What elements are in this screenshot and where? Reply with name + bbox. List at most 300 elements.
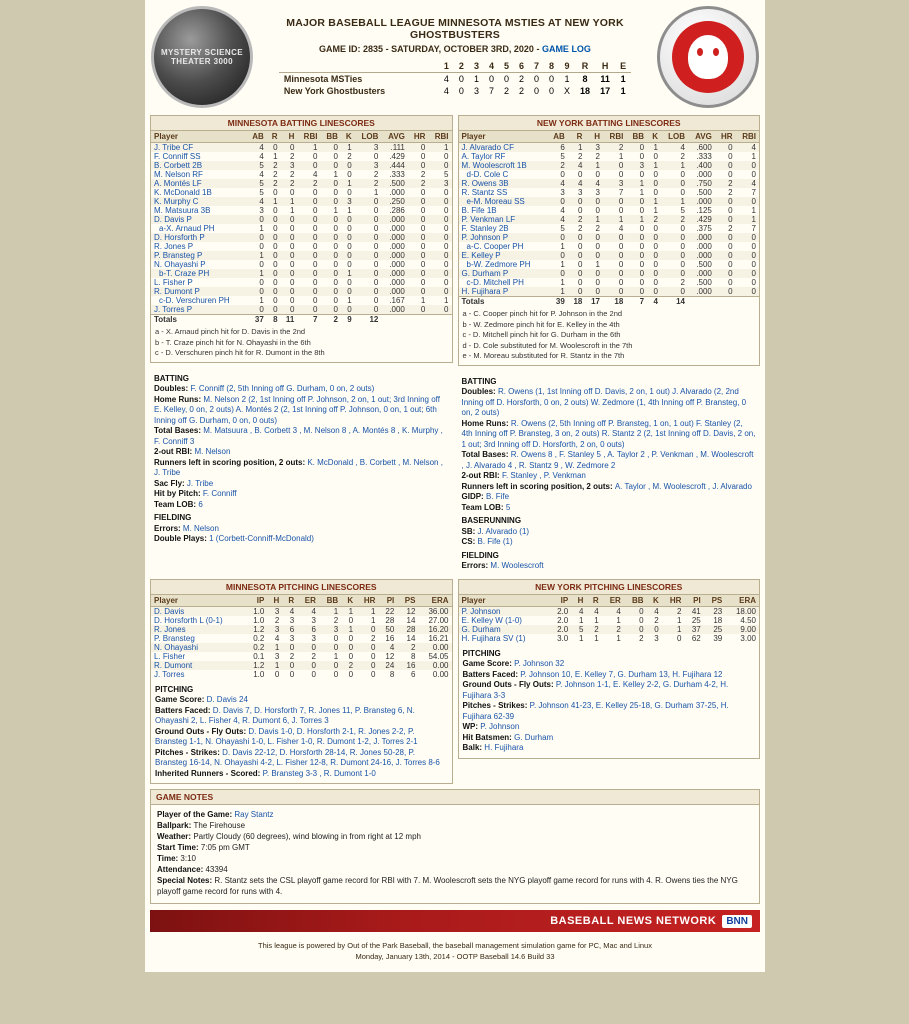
player-name[interactable]: P. Bransteg <box>154 633 195 643</box>
player-name[interactable]: R. Jones P <box>154 242 194 251</box>
player-name[interactable]: M. Nelson RF <box>154 170 203 179</box>
stat-cell: 0.2 <box>253 633 265 643</box>
stat-cell: 0 <box>267 305 281 315</box>
stat-cell: 0 <box>680 260 685 269</box>
stat-cell: 2 <box>639 633 644 643</box>
stat-cell: 2 <box>373 170 379 179</box>
stat-cell: 0 <box>618 278 624 287</box>
inning-runs: 0 <box>454 73 469 86</box>
section-heading: PITCHING <box>462 648 501 658</box>
stat-cell: 0 <box>313 206 318 215</box>
column-header: HR <box>356 595 378 607</box>
stat-cell: 37 <box>684 625 703 634</box>
stat-cell: 1 <box>267 197 281 206</box>
player-name[interactable]: E. Kelley P <box>459 251 548 260</box>
table-row <box>459 152 760 161</box>
detail-line: CS: B. Fife (1) <box>461 537 513 546</box>
stat-cell: 0 <box>626 251 647 260</box>
stat-cell: 1 <box>259 224 264 233</box>
stat-cell: 1 <box>281 197 298 206</box>
stat-cell: 0 <box>715 251 736 260</box>
column-header: BB <box>624 595 647 607</box>
bnn-title: BASEBALL NEWS NETWORK <box>550 915 717 927</box>
stat-cell: 2 <box>680 278 685 287</box>
minnesota-substitution-notes <box>151 324 452 362</box>
stat-cell: 0 <box>428 161 451 170</box>
inning-header: 4 <box>488 61 494 71</box>
page-title: MAJOR BASEBALL LEAGUE MINNESOTA MSTIES AT NEW YORK GHOSTBUSTERS <box>286 17 624 41</box>
table-row <box>459 625 760 634</box>
stat-cell: 0 <box>728 206 733 215</box>
stat-cell: 1 <box>246 251 266 260</box>
inning-runs: 0 <box>534 86 540 96</box>
table-row <box>459 197 760 206</box>
stat-cell: .000 <box>381 305 408 315</box>
total-hits: 17 <box>600 86 611 96</box>
stat-cell: 0 <box>297 287 320 296</box>
stat-cell: 0 <box>626 197 647 206</box>
player-name[interactable]: L. Fisher P <box>154 278 193 287</box>
table-row <box>151 215 452 224</box>
stat-cell: 0 <box>313 260 318 269</box>
table-row <box>459 287 760 297</box>
stat-cell: 1 <box>585 215 603 224</box>
column-header: K <box>647 131 661 143</box>
player-name[interactable]: M. Woolescroft 1B <box>459 161 548 170</box>
stat-cell: 3 <box>355 143 382 153</box>
stat-cell: 1 <box>259 296 264 305</box>
stat-cell: 5 <box>571 625 586 634</box>
totals-cell <box>736 297 759 307</box>
inning-runs: 2 <box>503 86 509 96</box>
minnesota-pitching-table <box>151 595 452 679</box>
inning-runs: 0 <box>529 73 544 86</box>
player-name[interactable]: c-D. Verschuren PH <box>159 296 230 305</box>
stat-cell: 1 <box>626 215 647 224</box>
table-row <box>459 161 760 170</box>
inning-runs: 0 <box>549 86 555 96</box>
table-row <box>151 170 452 179</box>
stat-cell: 0 <box>373 260 379 269</box>
header-center <box>253 17 657 97</box>
game-log-link[interactable]: GAME LOG <box>541 44 591 54</box>
stat-cell: 1 <box>560 242 565 251</box>
stat-cell: 2 <box>289 170 295 179</box>
minnesota-batting-detail <box>150 368 453 549</box>
stat-cell: 0 <box>320 233 340 242</box>
table-row <box>151 305 452 315</box>
player-name[interactable]: G. Durham <box>459 625 550 634</box>
player-name[interactable]: F. Conniff SS <box>154 152 201 161</box>
stat-cell: 0 <box>274 669 280 679</box>
stat-cell: 2 <box>728 224 733 233</box>
player-name[interactable]: d-D. Cole C <box>466 170 509 179</box>
total-hits: 11 <box>595 73 615 86</box>
column-header: AVG <box>688 131 715 143</box>
stat-cell: 3 <box>428 179 451 188</box>
player-name[interactable]: D. Davis P <box>151 215 246 224</box>
detail-line: Inherited Runners - Scored: P. Bransteg 3-3 , R. Dumont 1-0 <box>155 768 376 778</box>
stat-cell: 0 <box>653 224 658 233</box>
player-name[interactable]: P. Bransteg P <box>151 251 246 260</box>
stat-cell: 4 <box>602 606 624 616</box>
stat-cell: .000 <box>389 224 405 233</box>
totals-cell <box>381 315 408 325</box>
footer-line-2: Monday, January 13th, 2014 - OOTP Baseball 14.6 Build 33 <box>355 952 555 961</box>
player-name[interactable]: K. McDonald 1B <box>154 188 212 197</box>
player-name[interactable]: b-W. Zedmore PH <box>466 260 531 269</box>
player-name[interactable]: R. Owens 3B <box>459 179 548 188</box>
stat-cell: 0 <box>281 305 298 315</box>
team-name: Minnesota MSTies <box>279 73 439 86</box>
column-header: PS <box>704 595 726 607</box>
stat-cell: .000 <box>389 242 405 251</box>
stat-cell: 0 <box>313 296 318 305</box>
game-notes-body <box>151 805 759 903</box>
table-row <box>459 179 760 188</box>
totals-cell: 8 <box>267 315 281 325</box>
stat-cell: 0 <box>281 143 298 153</box>
stat-cell: 4 <box>568 179 586 188</box>
stat-cell: 0 <box>246 287 266 296</box>
player-name[interactable]: P. Johnson P <box>459 233 548 242</box>
stat-cell: .000 <box>381 269 408 278</box>
stat-cell: 1 <box>626 179 647 188</box>
stat-cell: 2 <box>341 661 356 670</box>
table-header-row <box>459 131 760 143</box>
stat-cell: 0 <box>595 170 600 179</box>
stat-cell: 0 <box>320 197 340 206</box>
stat-cell: 2 <box>662 606 685 616</box>
player-name[interactable]: G. Durham P <box>459 269 548 278</box>
stat-cell: 0 <box>585 251 603 260</box>
total-header-h: H <box>601 61 609 71</box>
stat-cell: 0 <box>297 269 320 278</box>
stat-cell: 0 <box>313 242 318 251</box>
stat-cell: 2 <box>577 224 583 233</box>
stat-cell: 0 <box>333 224 338 233</box>
stat-cell: 1 <box>751 206 756 215</box>
stat-cell: 0 <box>603 269 626 278</box>
stat-cell: 0 <box>626 233 647 242</box>
stat-cell: 3 <box>319 625 341 634</box>
stat-cell: 0 <box>355 197 382 206</box>
stat-cell: 0 <box>728 242 733 251</box>
player-name[interactable]: E. Kelley W (1-0) <box>461 615 522 625</box>
stat-cell: 0 <box>639 170 645 179</box>
stat-cell: 0 <box>736 197 759 206</box>
stat-cell: 0 <box>444 152 449 161</box>
table-row <box>151 652 452 661</box>
stat-cell: 1 <box>647 143 661 153</box>
player-name[interactable]: A. Montés LF <box>151 179 246 188</box>
column-header: R <box>267 131 281 143</box>
player-name[interactable]: e-M. Moreau SS <box>459 197 548 206</box>
player-name[interactable]: N. Ohayashi P <box>154 260 206 269</box>
detail-line: Hit Batsmen: G. Durham <box>462 732 554 742</box>
table-row <box>151 634 452 643</box>
page-header <box>145 0 765 112</box>
stat-cell: 1 <box>736 215 759 224</box>
stat-cell: 0 <box>603 197 626 206</box>
stat-cell: 0 <box>311 669 316 679</box>
stat-cell: 1 <box>578 615 584 625</box>
player-name[interactable]: B. Corbett 2B <box>151 161 246 170</box>
stat-cell: 0.00 <box>418 661 451 670</box>
stat-cell: 2 <box>289 651 295 661</box>
player-name[interactable]: D. Davis <box>151 606 246 616</box>
player-name[interactable]: R. Dumont <box>151 661 246 670</box>
stat-cell: .333 <box>696 152 712 161</box>
table-row <box>459 206 760 215</box>
stat-cell: 2 <box>586 625 601 634</box>
stat-cell: 0 <box>347 242 352 251</box>
stat-cell: 0 <box>577 206 583 215</box>
stat-cell: 4 <box>586 606 601 616</box>
game-note-line: Start Time: 7:05 pm GMT <box>157 843 250 852</box>
stat-cell: 3 <box>311 615 316 625</box>
newyork-substitution-notes <box>459 306 760 365</box>
player-name[interactable]: R. Jones <box>151 625 246 634</box>
stat-cell: 0 <box>297 251 320 260</box>
stat-cell: 1 <box>560 278 565 287</box>
stat-cell: 0 <box>547 269 568 278</box>
stat-cell: 1 <box>341 269 355 278</box>
newyork-column <box>458 115 761 576</box>
stat-cell: 2 <box>715 179 736 188</box>
stat-cell: 1.0 <box>246 606 268 616</box>
stat-cell: 0 <box>289 260 295 269</box>
stat-cell: 3 <box>595 188 600 197</box>
total-errors: 1 <box>620 86 626 96</box>
stat-cell: 1 <box>639 188 645 197</box>
substitution-note: b - W. Zedmore pinch hit for E. Kelley in the 4th <box>462 319 620 329</box>
stat-cell: 2 <box>595 152 600 161</box>
player-name[interactable]: A. Taylor RF <box>461 152 506 161</box>
stat-cell: 1 <box>373 188 379 197</box>
stat-cell: 3.0 <box>557 633 569 643</box>
inning-runs: 1 <box>469 73 484 86</box>
stat-cell: 2.0 <box>557 615 569 625</box>
stat-cell: 0 <box>420 278 426 287</box>
inning-runs: 4 <box>439 73 454 86</box>
stat-cell: 0 <box>333 152 338 161</box>
player-name[interactable]: B. Fife 1B <box>461 206 497 215</box>
player-name[interactable]: a-C. Cooper PH <box>466 242 524 251</box>
newyork-batting-detail <box>458 371 761 576</box>
stat-cell: .000 <box>389 260 405 269</box>
detail-line: GIDP: B. Fife <box>461 492 510 501</box>
stat-cell: 0 <box>273 296 278 305</box>
player-name[interactable]: K. Murphy C <box>151 197 246 206</box>
column-header: K <box>341 595 356 607</box>
stat-cell: 0 <box>333 188 338 197</box>
player-name[interactable]: D. Horsforth L (0-1) <box>154 615 223 625</box>
detail-line: 2-out RBI: F. Stanley , P. Venkman <box>461 471 586 480</box>
pitching-section <box>145 576 765 790</box>
minnesota-batting-table <box>151 131 452 324</box>
player-name[interactable]: N. Ohayashi <box>151 643 246 652</box>
stat-cell: 1 <box>333 206 338 215</box>
stat-cell: 0 <box>577 260 583 269</box>
player-link[interactable]: Ray Stantz <box>234 810 274 819</box>
detail-line: Team LOB: 5 <box>461 502 511 512</box>
stat-cell: 2 <box>408 179 428 188</box>
totals-cell: 9 <box>341 315 355 325</box>
detail-line: Team LOB: 6 <box>154 499 203 509</box>
footer-text <box>145 932 765 972</box>
column-header: H <box>281 131 298 143</box>
totals-cell <box>715 297 736 307</box>
stat-cell: 4 <box>259 170 264 179</box>
newyork-pitching-title: NEW YORK PITCHING LINESCORES <box>459 580 760 595</box>
totals-cell: 7 <box>297 315 320 325</box>
stat-cell: 0 <box>356 661 378 670</box>
stat-cell: 0 <box>341 161 355 170</box>
stat-cell: 0 <box>408 251 428 260</box>
table-row <box>151 161 452 170</box>
table-row <box>459 616 760 625</box>
stat-cell: .333 <box>389 170 405 179</box>
stat-cell: 4 <box>585 179 603 188</box>
player-name[interactable]: D. Horsforth P <box>151 233 246 242</box>
player-name[interactable]: a-X. Arnaud PH <box>159 224 215 233</box>
stat-cell: 1 <box>297 143 320 153</box>
stat-cell: 3 <box>281 161 298 170</box>
inning-runs: 2 <box>514 73 529 86</box>
inning-runs: 0 <box>499 73 514 86</box>
total-runs: 8 <box>575 73 595 86</box>
stat-cell: 0 <box>297 215 320 224</box>
stat-cell: 4 <box>259 152 264 161</box>
stat-cell: 3 <box>654 633 659 643</box>
stat-cell: 0 <box>408 269 428 278</box>
player-name[interactable]: b-T. Craze PH <box>151 269 246 278</box>
table-row <box>151 269 452 278</box>
stat-cell: 0 <box>728 152 733 161</box>
stat-cell: 0 <box>259 242 264 251</box>
inning-header: 2 <box>458 61 464 71</box>
stat-cell: 2 <box>355 179 382 188</box>
stat-cell: 0 <box>320 179 340 188</box>
stat-cell: 0 <box>751 260 756 269</box>
stat-cell: 0 <box>289 669 295 679</box>
player-name[interactable]: c-D. Mitchell PH <box>466 278 524 287</box>
column-header: H <box>267 595 282 607</box>
stat-cell: 0 <box>618 260 624 269</box>
stat-cell: 1 <box>547 287 568 297</box>
stat-cell: 2.0 <box>549 625 571 634</box>
stat-cell: 0 <box>273 188 278 197</box>
stat-cell: 1 <box>289 206 295 215</box>
column-header: HR <box>715 131 736 143</box>
player-name[interactable]: L. Fisher <box>154 651 186 661</box>
column-header: AB <box>246 131 266 143</box>
totals-cell: 17 <box>585 297 603 307</box>
newyork-pitching-column <box>458 579 761 790</box>
player-name[interactable]: P. Venkman LF <box>459 215 548 224</box>
stat-cell: .000 <box>688 197 715 206</box>
stat-cell: 0 <box>373 242 379 251</box>
stat-cell: 0 <box>653 278 658 287</box>
table-row <box>151 242 452 251</box>
stat-cell: 0 <box>281 287 298 296</box>
player-name[interactable]: P. Johnson <box>459 606 550 616</box>
detail-line: Game Score: D. Davis 24 <box>155 695 248 704</box>
stat-cell: 0 <box>341 251 355 260</box>
table-row <box>459 269 760 278</box>
column-header: Player <box>459 595 550 607</box>
stat-cell: 0 <box>356 643 378 652</box>
stat-cell: 14 <box>406 615 416 625</box>
total-runs: 18 <box>580 86 591 96</box>
stat-cell: 0 <box>728 278 733 287</box>
column-header: ERA <box>418 595 451 607</box>
table-row <box>459 278 760 287</box>
stat-cell: 0.00 <box>432 669 449 679</box>
column-header: LOB <box>661 131 688 143</box>
stat-cell: 0 <box>348 651 354 661</box>
player-name[interactable]: H. Fujihara SV (1) <box>461 633 526 643</box>
stat-cell: .375 <box>696 224 712 233</box>
stat-cell: 1 <box>662 625 685 634</box>
column-header: BB <box>320 131 340 143</box>
stat-cell: .167 <box>389 296 405 305</box>
stat-cell: 2 <box>274 615 280 625</box>
stat-cell: 1 <box>661 197 688 206</box>
column-header: K <box>647 595 662 607</box>
minnesota-column <box>150 115 453 576</box>
stat-cell: 9.00 <box>725 625 759 634</box>
inning-header: 9 <box>564 61 570 71</box>
stat-cell: .429 <box>688 215 715 224</box>
stat-cell: 5 <box>259 188 264 197</box>
stat-cell: 0 <box>333 633 339 643</box>
player-name[interactable]: J. Alvarado CF <box>459 143 548 153</box>
stat-cell: 1 <box>267 661 282 670</box>
stat-cell: .500 <box>696 278 712 287</box>
column-header: K <box>341 131 355 143</box>
stat-cell: 0 <box>355 287 382 296</box>
stat-cell: 0 <box>603 287 626 297</box>
player-name[interactable]: J. Tribe CF <box>151 143 246 153</box>
stat-cell: 0 <box>653 152 658 161</box>
stat-cell: 0 <box>333 242 338 251</box>
totals-cell: 18 <box>568 297 586 307</box>
game-note-line: Special Notes: R. Stantz sets the CSL playoff game record for RBI with 7. M. Woolescroft sets the NYG playoff game record for runs with 4. R. Owens ties the NYG playoff game record for runs with 4. <box>157 876 738 896</box>
player-name[interactable]: J. Torres P <box>151 305 246 315</box>
stat-cell: 0 <box>639 260 645 269</box>
player-name[interactable]: F. Stanley 2B <box>461 224 509 233</box>
newyork-pitching-table <box>459 595 760 643</box>
total-errors: 1 <box>615 73 631 86</box>
stat-cell: 0 <box>341 215 355 224</box>
stat-cell: 0 <box>728 260 733 269</box>
player-name[interactable]: R. Dumont P <box>151 287 246 296</box>
player-name[interactable]: J. Torres <box>154 669 185 679</box>
stat-cell: .000 <box>688 287 715 297</box>
stat-cell: 0 <box>297 643 319 652</box>
stat-cell: 4 <box>313 170 318 179</box>
stat-cell: 0 <box>715 269 736 278</box>
stat-cell: 2 <box>547 161 568 170</box>
inning-header: 7 <box>534 61 540 71</box>
player-name[interactable]: R. Stantz SS <box>461 188 508 197</box>
player-name[interactable]: H. Fujihara P <box>459 287 548 297</box>
detail-line: 2-out RBI: M. Nelson <box>154 447 231 456</box>
stat-cell: 0 <box>267 143 281 153</box>
player-name[interactable]: M. Matsuura 3B <box>154 206 211 215</box>
